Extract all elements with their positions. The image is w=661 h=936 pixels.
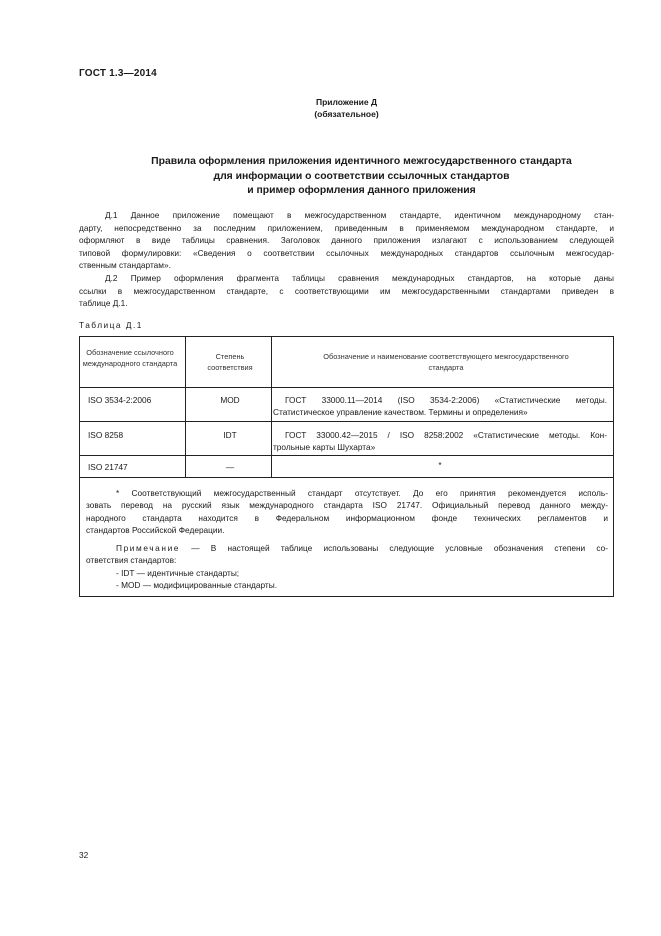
table-footnote: [86, 487, 608, 536]
title-line: и пример оформления данного приложения: [247, 185, 476, 196]
paragraph-line: таблице Д.1.: [79, 298, 128, 309]
cell-national: *: [438, 460, 442, 470]
paragraph-line: ственным стандартам».: [79, 260, 171, 271]
column-divider: [185, 337, 186, 478]
cell-line: ГОСТ 33000.11—2014 (ISO 3534-2:2006) «Статистические методы.: [285, 395, 607, 405]
note-line: [86, 542, 608, 554]
footnote-line: зовать перевод на русский язык международного стандарта ISO 21747. Официальный перевод данного между-: [86, 500, 608, 511]
cell-ref: ISO 21747: [88, 462, 128, 472]
paragraph-d2: [79, 272, 614, 310]
title-line: Правила оформления приложения идентичного межгосударственного стандарта: [151, 156, 572, 167]
note-label: Примечание: [116, 543, 181, 553]
comparison-table: [79, 336, 614, 597]
cell-degree: IDT: [223, 430, 237, 440]
annex-main-title: [79, 155, 614, 199]
document-header: ГОСТ 1.3—2014: [79, 68, 157, 79]
page-number: 32: [79, 850, 89, 860]
cell-degree: —: [225, 462, 235, 472]
paragraph-line: оформляют в виде таблицы сравнения. Заголовок данного приложения излагают с использованием следующей: [79, 235, 614, 246]
header-national-standard: Обозначение и наименование соответствующего межгосударственного стандарта: [323, 352, 569, 372]
table-note: [86, 542, 608, 591]
paragraph-line: ссылки в межгосударственном стандарте, с соответствующими им межгосударственными стандартами приведен в: [79, 285, 614, 296]
paragraph-line: типовой формулировки: «Сведения о соответствии ссылочных международных стандартов ссылочным межгосудар-: [79, 247, 614, 258]
note-line: ответствия стандартов:: [86, 555, 177, 566]
table-caption: Таблица Д.1: [79, 320, 143, 330]
paragraph-d1: [79, 209, 614, 272]
column-divider: [271, 337, 272, 478]
annex-status: (обязательное): [314, 109, 379, 119]
footnote-line: * Соответствующий межгосударственный стандарт отсутствует. До его принятия рекомендуется исполь-: [116, 488, 608, 498]
footnote-line: народного стандарта находится в Федеральном информационном фонде технических регламентов и: [86, 512, 608, 523]
cell-degree: MOD: [220, 395, 240, 405]
annex-title: Приложение Д: [315, 97, 378, 107]
title-line: для информации о соответствии ссылочных стандартов: [213, 170, 510, 182]
paragraph-line: дарту, непосредственно за последним приложением, приведенным в применяемом международном стандарте, и: [79, 222, 614, 233]
footnote-line: стандартов Российской Федерации.: [86, 524, 225, 535]
cell-line: трольные карты Шухарта»: [273, 442, 376, 453]
cell-line: ГОСТ 33000.42—2015 / ISO 8258:2002 «Статистические методы. Кон-: [285, 430, 607, 440]
cell-ref: ISO 3534-2:2006: [88, 395, 152, 405]
cell-ref: ISO 8258: [88, 430, 124, 440]
note-item: - IDT — идентичные стандарты;: [116, 567, 240, 578]
note-text: — В настоящей таблице использованы следующие условные обозначения степени со-: [180, 543, 608, 553]
cell-national: [273, 429, 607, 454]
paragraph-line: Д.1 Данное приложение помещают в межгосударственном стандарте, идентичном международному стан-: [105, 210, 614, 220]
cell-national: [273, 394, 607, 419]
header-degree: Степень соответствия: [207, 352, 253, 372]
paragraph-line: Д.2 Пример оформления фрагмента таблицы сравнения международных стандартов, на которые даны: [105, 273, 614, 283]
note-item: - MOD — модифицированные стандарты.: [116, 579, 278, 590]
cell-line: Статистическое управление качеством. Термины и определения»: [273, 407, 528, 418]
header-ref-standard: Обозначение ссылочного международного стандарта: [82, 348, 178, 368]
annex-heading: [0, 96, 661, 120]
